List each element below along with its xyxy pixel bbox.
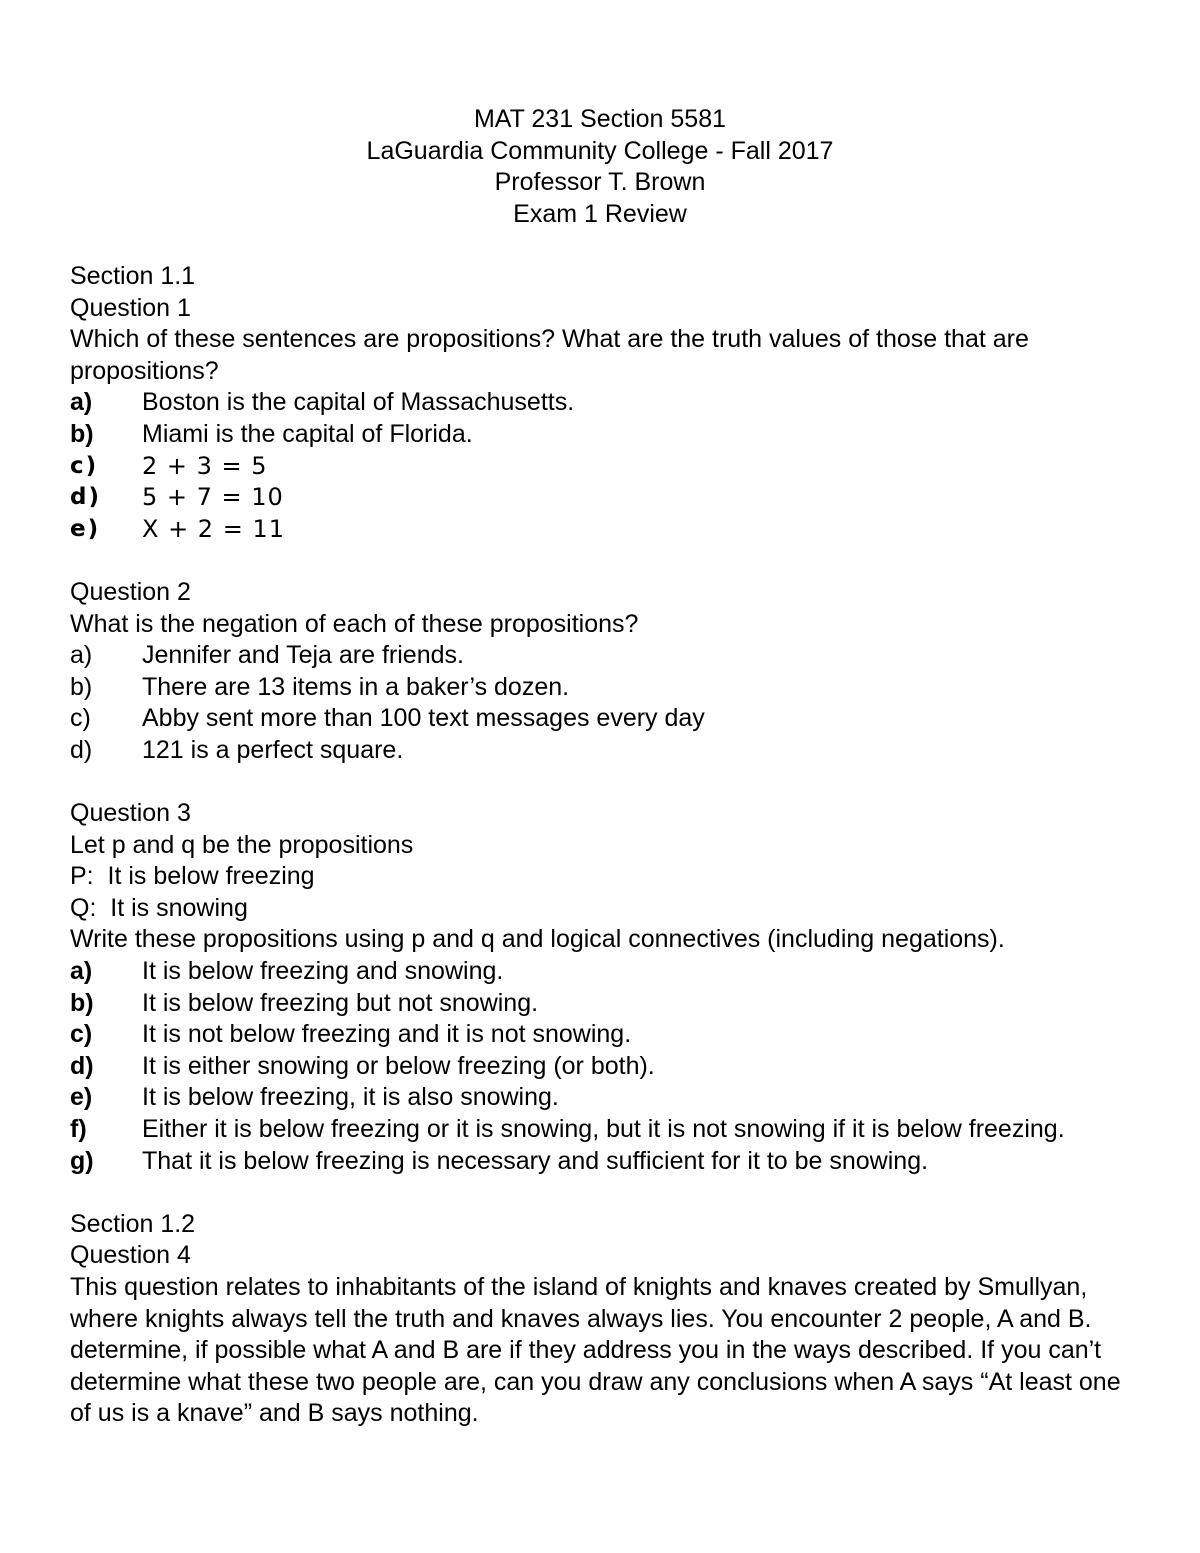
item-text: X + 2 = 11 [142,514,285,543]
section-heading: Section 1.2 [70,1209,196,1238]
item-text: It is below freezing and snowing. [142,957,504,986]
spacer [70,545,1140,577]
list-item [70,451,1140,483]
question-prompt: Write these propositions using p and q and logical connectives (including negations). [70,925,1005,954]
list-item [70,1019,1140,1051]
list-item [70,387,1140,419]
question-heading: Question 1 [70,293,191,322]
item-text: It is either snowing or below freezing (or both). [142,1051,655,1080]
item-label: g) [70,1146,94,1175]
item-text: 2 + 3 = 5 [142,451,268,480]
item-text: That it is below freezing is necessary and sufficient for it to be snowing. [142,1146,929,1175]
item-label: a) [70,388,93,417]
item-label: c) [70,1020,93,1049]
item-label: b) [70,419,94,448]
item-label: b) [70,672,93,701]
list-item [70,482,1140,514]
item-label: c) [70,452,99,479]
question-prompt: Which of these sentences are propositions? What are the truth values of those that are propositions? [70,325,1029,385]
item-label: d) [70,484,101,511]
course-title: MAT 231 Section 5581 [473,105,726,133]
question-heading: Question 2 [70,577,191,606]
list-item [70,1082,1140,1114]
list-item [70,419,1140,451]
proposition-q: Q: It is snowing [70,893,248,922]
proposition-p: P: It is below freezing [70,862,315,891]
item-text: 121 is a perfect square. [142,735,404,764]
item-text: Boston is the capital of Massachusetts. [142,388,575,417]
question-heading: Question 4 [70,1241,191,1270]
item-label: e) [70,1083,93,1112]
list-item [70,988,1140,1020]
list-item [70,1051,1140,1083]
question-prompt: What is the negation of each of these propositions? [70,609,639,638]
college-term: LaGuardia Community College - Fall 2017 [366,136,834,165]
list-item [70,956,1140,988]
item-text: Jennifer and Teja are friends. [142,641,464,670]
item-text: It is below freezing, it is also snowing. [142,1083,559,1112]
list-item [70,640,1140,672]
list-item [70,514,1140,546]
list-item [70,672,1140,704]
item-text: 5 + 7 = 10 [142,483,284,512]
list-item [70,1146,1140,1178]
question-heading: Question 3 [70,799,191,828]
item-text: Abby sent more than 100 text messages every day [142,704,705,733]
item-label: e) [70,515,101,542]
document-header [0,104,1200,230]
item-label: b) [70,988,94,1017]
professor-name: Professor T. Brown [494,168,706,197]
spacer [70,1177,1140,1209]
question-intro: Let p and q be the propositions [70,830,414,859]
item-label: d) [70,1051,94,1080]
list-item [70,1114,1140,1146]
item-label: d) [70,735,93,764]
list-item [70,735,1140,767]
item-text: It is below freezing but not snowing. [142,988,539,1017]
item-label: a) [70,641,93,670]
item-text: Either it is below freezing or it is snowing, but it is not snowing if it is below freezing. [142,1115,1065,1144]
item-label: f) [70,1115,87,1144]
item-label: a) [70,957,93,986]
item-text: There are 13 items in a baker’s dozen. [142,672,570,701]
item-text: It is not below freezing and it is not snowing. [142,1020,632,1049]
list-item [70,703,1140,735]
spacer [70,767,1140,799]
item-text: Miami is the capital of Florida. [142,419,473,448]
question-prompt: This question relates to inhabitants of the island of knights and knaves created by Smullyan, where knights always tell the truth and knaves always lies. You encounter 2 people, A and B. determine, if possible what A and B are if they address you in the ways described. If you can’t determine what these two people are, can you draw any conclusions when A says “At least one of us is a knave” and B says nothing. [70,1273,1121,1428]
document-title: Exam 1 Review [513,199,687,228]
item-label: c) [70,704,91,733]
document-body [70,261,1140,1430]
section-heading: Section 1.1 [70,262,196,290]
